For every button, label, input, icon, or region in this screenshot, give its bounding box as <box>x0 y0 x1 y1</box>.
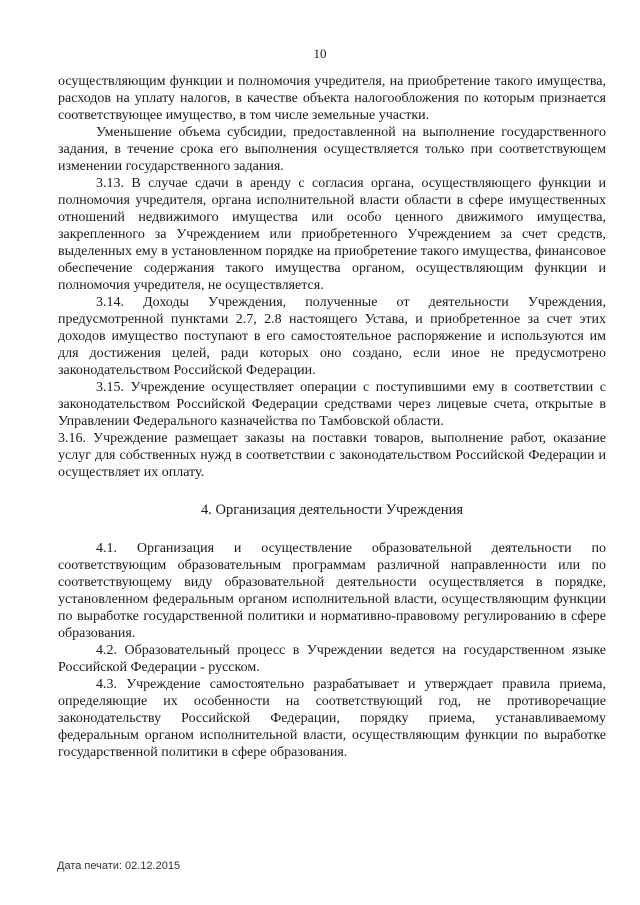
section-heading: 4. Организация деятельности Учреждения <box>201 502 463 518</box>
paragraph-3-13: 3.13. В случае сдачи в аренду с согласия органа, осуществляющего функции и полномочия учредителя, органа исполнительной власти области в сфере имущественных отношений недвижимого имущества или особо ценного движимого имущества, закрепленного за Учреждением или приобретенного Учреждением за счет средств, выделенных ему в установленном порядке на приобретение такого имущества, финансовое обеспечение содержания такого имущества органом, осуществляющим функции и полномочия учредителя, не осуществляется. <box>58 176 606 293</box>
paragraph-4-2: 4.2. Образовательный процесс в Учреждении ведется на государственном языке Российской Федерации - русском. <box>58 643 606 675</box>
paragraph-3-15: 3.15. Учреждение осуществляет операции с поступившими ему в соответствии с законодательством Российской Федерации средствами через лицевые счета, открытые в Управлении Федерального казначейства по Тамбовской области. <box>58 380 606 429</box>
paragraph-continuation: осуществляющим функции и полномочия учредителя, на приобретение такого имущества, расходов на уплату налогов, в качестве объекта налогообложения по которым признается соответствующее имущество, в том числе земельные участки. <box>58 74 606 123</box>
paragraph-4-3: 4.3. Учреждение самостоятельно разрабатывает и утверждает правила приема, определяющие их особенности на соответствующий год, не противоречащие законодательству Российской Федерации, порядку приема, устанавливаемому федеральным органом исполнительной власти, осуществляющим функции по выработке государственной политики в сфере образования. <box>58 677 606 760</box>
paragraph-3-14: 3.14. Доходы Учреждения, полученные от деятельности Учреждения, предусмотренной пунктами 2.7, 2.8 настоящего Устава, и приобретенное за счет этих доходов имущество поступают в его самостоятельное распоряжение и используются им для достижения целей, ради которых оно создано, если иное не предусмотрено законодательством Российской Федерации. <box>58 295 606 378</box>
paragraph-subsidy-reduction: Уменьшение объема субсидии, предоставленной на выполнение государственного задания, в течение срока его выполнения осуществляется только при соответствующем изменении государственного задания. <box>58 125 606 174</box>
print-date: Дата печати: 02.12.2015 <box>57 860 181 872</box>
paragraph-4-1: 4.1. Организация и осуществление образовательной деятельности по соответствующим образовательным программам различной направленности или по соответствующему виду образовательной деятельности осуществляется в порядке, установленном федеральным органом исполнительной власти, осуществляющим функции по выработке государственной политики и нормативно-правовому регулированию в сфере образования. <box>58 541 606 641</box>
document-body <box>58 73 606 761</box>
paragraph-3-16: 3.16. Учреждение размещает заказы на поставки товаров, выполнение работ, оказание услуг для собственных нужд в соответствии с законодательством Российской Федерации и осуществляет их оплату. <box>58 431 606 480</box>
page-number: 10 <box>313 46 327 61</box>
